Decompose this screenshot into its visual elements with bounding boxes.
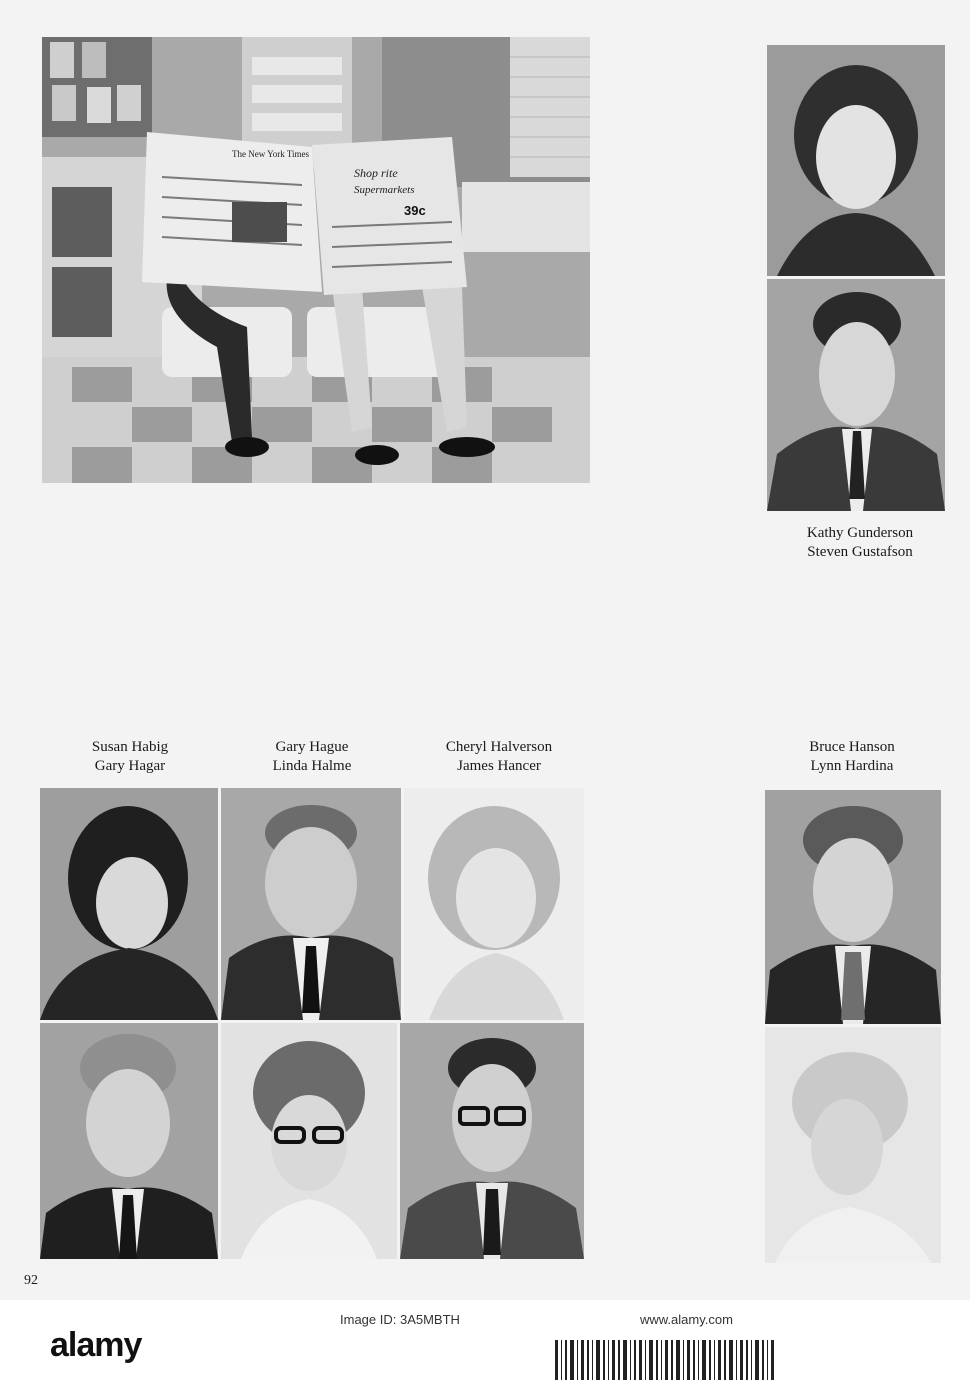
caption-line: Susan Habig bbox=[91, 739, 169, 755]
portrait-cheryl-halverson bbox=[404, 788, 584, 1020]
alamy-logo[interactable]: alamy bbox=[50, 1326, 142, 1364]
caption-col1 bbox=[60, 738, 200, 776]
ad-subhead: Supermarkets bbox=[354, 184, 415, 196]
portrait-gary-hague bbox=[221, 788, 401, 1020]
portrait-steven-gustafson bbox=[767, 279, 945, 511]
caption-line: Gary Hague bbox=[275, 739, 349, 755]
image-id: Image ID: 3A5MBTH bbox=[340, 1312, 460, 1327]
stock-footer bbox=[0, 1300, 970, 1390]
caption-col4 bbox=[782, 738, 922, 776]
caption-line: Bruce Hanson bbox=[809, 739, 895, 755]
portrait-gary-hagar bbox=[40, 1023, 218, 1259]
portrait-kathy-gunderson bbox=[767, 45, 945, 276]
caption-line: Lynn Hardina bbox=[810, 758, 894, 774]
ad-headline: Shop rite bbox=[354, 166, 398, 180]
caption-col2 bbox=[242, 738, 382, 776]
candid-photo-newspaper-readers bbox=[42, 37, 590, 483]
portrait-lynn-hardina bbox=[765, 1027, 941, 1263]
caption-top-right bbox=[770, 524, 950, 562]
caption-line: James Hancer bbox=[457, 758, 541, 774]
portrait-james-hancer bbox=[400, 1023, 584, 1259]
site-url[interactable]: www.alamy.com bbox=[640, 1312, 733, 1327]
caption-line: Cheryl Halverson bbox=[445, 739, 553, 755]
portrait-linda-halme bbox=[221, 1023, 397, 1259]
page-number: 92 bbox=[24, 1273, 38, 1288]
caption-line: Kathy Gunderson bbox=[806, 525, 914, 541]
caption-col3 bbox=[424, 738, 574, 776]
portrait-susan-habig bbox=[40, 788, 218, 1020]
caption-line: Steven Gustafson bbox=[807, 544, 913, 560]
newspaper-masthead: The New York Times bbox=[232, 149, 310, 159]
barcode-graphic bbox=[555, 1340, 775, 1380]
ad-price: 39c bbox=[404, 203, 426, 218]
caption-line: Linda Halme bbox=[272, 758, 352, 774]
portrait-bruce-hanson bbox=[765, 790, 941, 1024]
caption-line: Gary Hagar bbox=[94, 758, 166, 774]
